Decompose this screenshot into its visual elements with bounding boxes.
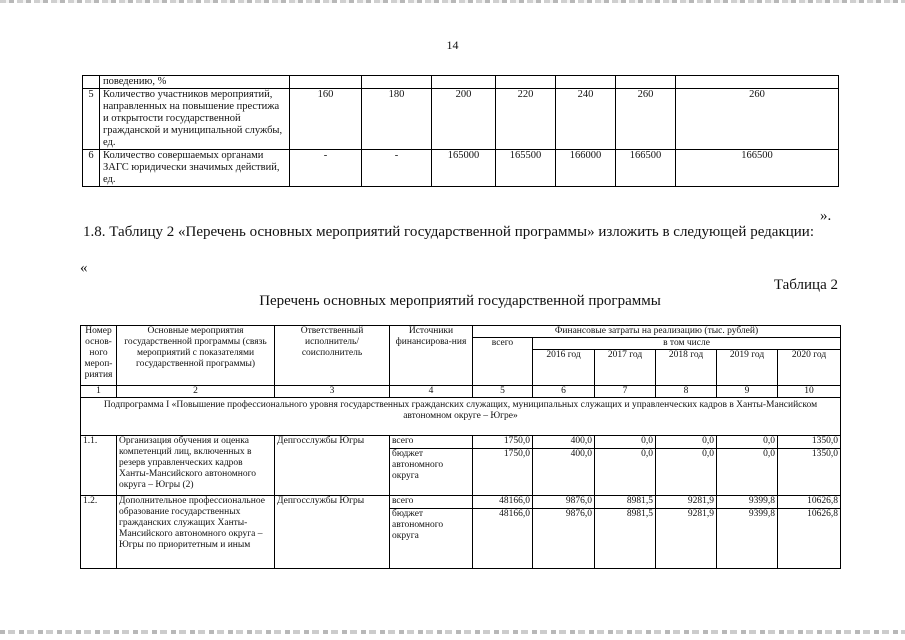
amount-cell: 10626,8 (778, 496, 841, 509)
value-cell: 180 (362, 89, 432, 150)
value-cell: - (290, 150, 362, 187)
value-cell (362, 76, 432, 89)
table-row (81, 436, 841, 449)
value-cell: 260 (676, 89, 839, 150)
subprogram-title: Подпрограмма I «Повышение профессионального уровня государственных гражданских служащих, муниципальных служащих и управленческих кадров в Ханты-Мансийском автономном округе – Югре» (81, 398, 841, 436)
header-number: Номер основ-ного мероп-риятия (81, 326, 117, 386)
table-row (83, 89, 839, 150)
subprogram-row (81, 398, 841, 436)
amount-cell: 9399,8 (717, 509, 778, 569)
funding-source: всего (390, 496, 473, 509)
value-cell (616, 76, 676, 89)
amount-cell: 0,0 (717, 436, 778, 449)
header-event: Основные мероприятия государственной программы (связь мероприятий с показателями государственной программы) (117, 326, 275, 386)
scan-edge-bottom (0, 630, 905, 634)
indicator-name: поведению, % (100, 76, 290, 89)
header-year: 2016 год (533, 350, 595, 386)
event-responsible: Депгосслужбы Югры (275, 436, 390, 496)
amount-cell: 48166,0 (473, 509, 533, 569)
table-label: Таблица 2 (773, 277, 838, 293)
column-number: 3 (275, 386, 390, 398)
header-year: 2020 год (778, 350, 841, 386)
column-number: 6 (533, 386, 595, 398)
table-row (83, 76, 839, 89)
value-cell: 166500 (616, 150, 676, 187)
indicator-name: Количество участников мероприятий, направленных на повышение престижа и открытости государственной гражданской и муниципальной службы, ед. (100, 89, 290, 150)
amount-cell: 0,0 (656, 436, 717, 449)
amount-cell: 400,0 (533, 436, 595, 449)
header-finance: Финансовые затраты на реализацию (тыс. рублей) (473, 326, 841, 338)
column-number-row (81, 386, 841, 398)
value-cell: 160 (290, 89, 362, 150)
value-cell (496, 76, 556, 89)
event-responsible: Депгосслужбы Югры (275, 496, 390, 569)
header-year: 2019 год (717, 350, 778, 386)
column-number: 5 (473, 386, 533, 398)
header-including: в том числе (533, 338, 841, 350)
amendment-instruction: 1.8. Таблицу 2 «Перечень основных мероприятий государственной программы» изложить в следующей редакции: (83, 224, 815, 240)
value-cell: 260 (616, 89, 676, 150)
value-cell (556, 76, 616, 89)
header-year: 2017 год (595, 350, 656, 386)
table-row (83, 150, 839, 187)
header-year: 2018 год (656, 350, 717, 386)
opening-quote: « (80, 260, 88, 276)
amount-cell: 10626,8 (778, 509, 841, 569)
amount-cell: 0,0 (656, 449, 717, 496)
amount-cell: 0,0 (595, 449, 656, 496)
indicator-name: Количество совершаемых органами ЗАГС юридически значимых действий, ед. (100, 150, 290, 187)
amount-cell: 9399,8 (717, 496, 778, 509)
column-number: 7 (595, 386, 656, 398)
amount-cell: 9876,0 (533, 509, 595, 569)
row-number (83, 76, 100, 89)
column-number: 10 (778, 386, 841, 398)
value-cell: 220 (496, 89, 556, 150)
value-cell (290, 76, 362, 89)
funding-source: всего (390, 436, 473, 449)
header-responsible: Ответственный исполнитель/соисполнитель (275, 326, 390, 386)
header-sources: Источники финансирова-ния (390, 326, 473, 386)
amount-cell: 8981,5 (595, 496, 656, 509)
amount-cell: 1750,0 (473, 436, 533, 449)
row-number: 6 (83, 150, 100, 187)
value-cell: 166000 (556, 150, 616, 187)
funding-source: бюджет автономного округа (390, 449, 473, 496)
header-total: всего (473, 338, 533, 386)
amount-cell: 1350,0 (778, 449, 841, 496)
funding-source: бюджет автономного округа (390, 509, 473, 569)
event-name: Организация обучения и оценка компетенций лиц, включенных в резерв управленческих кадров Ханты-Мансийского автономного округа – Югры (2) (117, 436, 275, 496)
event-number: 1.2. (81, 496, 117, 569)
event-name: Дополнительное профессиональное образование государственных гражданских служащих Ханты-Мансийского автономного округа – Югры по приоритетным и иным (117, 496, 275, 569)
scan-edge-top (0, 0, 905, 3)
amount-cell: 9281,9 (656, 509, 717, 569)
table-title: Перечень основных мероприятий государственной программы (259, 293, 661, 309)
amount-cell: 9281,9 (656, 496, 717, 509)
table-row (81, 496, 841, 509)
column-number: 2 (117, 386, 275, 398)
value-cell: 240 (556, 89, 616, 150)
value-cell: 166500 (676, 150, 839, 187)
closing-quote: ». (820, 208, 832, 224)
indicators-table (82, 75, 839, 187)
value-cell: 165000 (432, 150, 496, 187)
events-table (80, 325, 841, 569)
amount-cell: 0,0 (595, 436, 656, 449)
column-number: 9 (717, 386, 778, 398)
row-number: 5 (83, 89, 100, 150)
event-number: 1.1. (81, 436, 117, 496)
amount-cell: 9876,0 (533, 496, 595, 509)
column-number: 4 (390, 386, 473, 398)
amount-cell: 0,0 (717, 449, 778, 496)
amount-cell: 8981,5 (595, 509, 656, 569)
column-number: 8 (656, 386, 717, 398)
value-cell: - (362, 150, 432, 187)
value-cell (676, 76, 839, 89)
page-number: 14 (446, 38, 459, 52)
column-number: 1 (81, 386, 117, 398)
amount-cell: 1750,0 (473, 449, 533, 496)
header-row (81, 326, 841, 338)
amount-cell: 1350,0 (778, 436, 841, 449)
value-cell: 165500 (496, 150, 556, 187)
value-cell: 200 (432, 89, 496, 150)
amount-cell: 48166,0 (473, 496, 533, 509)
value-cell (432, 76, 496, 89)
amount-cell: 400,0 (533, 449, 595, 496)
